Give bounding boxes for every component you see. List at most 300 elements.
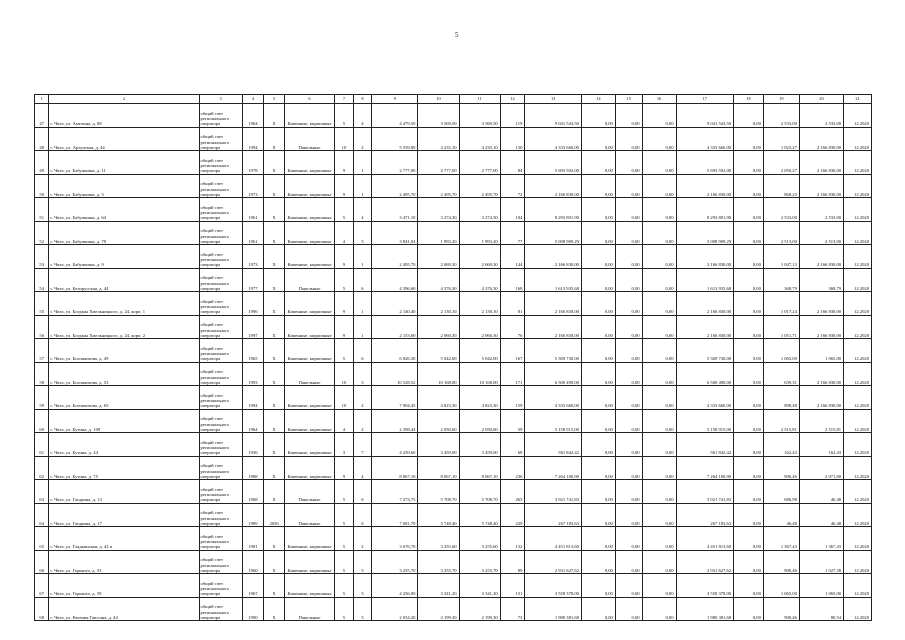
other-funds-cell: 0,00: [734, 433, 764, 457]
table-row: [35, 127, 872, 151]
entrances-cell: 1: [353, 292, 372, 316]
residential-area-cell: 5 708,70: [418, 480, 459, 504]
cost-per-sqm-cell: 1 017,24: [763, 292, 799, 316]
address-cell: г. Чита, ул. Богдана Хмельницкого, д. 24, корп. 2: [49, 315, 199, 339]
residential-area-cell: 2 060,30: [418, 315, 459, 339]
year-reconstruction-cell: Х: [264, 386, 285, 410]
residential-area-cell: 3 255,70: [418, 550, 459, 574]
floors-cell: 5: [335, 597, 354, 621]
max-cost-per-sqm-cell: 2 166 830,00: [799, 127, 843, 151]
address-cell: г. Чита, ул. Бутина, д. 44: [49, 433, 199, 457]
address-cell: г. Чита, ул. Бутина, д. 109: [49, 409, 199, 433]
total-cost-cell: 2 166 830,00: [525, 292, 582, 316]
total-cost-cell: 4 333 660,00: [525, 386, 582, 410]
local-funds-cell: 0,00: [642, 597, 676, 621]
year-built-cell: 1973: [242, 174, 264, 198]
total-area-cell: 10 528,52: [372, 362, 418, 386]
other-funds-cell: 0,00: [734, 174, 764, 198]
row-number-cell: 58: [35, 362, 49, 386]
other-funds-cell: 0,00: [734, 574, 764, 598]
cost-per-sqm-cell: 46,48: [763, 503, 799, 527]
residential-area-cell: 3 255,60: [418, 527, 459, 551]
completion-date-cell: 12.2020: [844, 315, 872, 339]
entrances-cell: 2: [353, 409, 372, 433]
row-number-cell: 59: [35, 386, 49, 410]
owned-area-cell: 4 235,10: [459, 127, 500, 151]
federal-funds-cell: 0,00: [581, 104, 615, 128]
owner-funds-cell: 1 980 381,68: [676, 597, 734, 621]
owned-area-cell: 10 168,00: [459, 362, 500, 386]
completion-date-cell: 12.2020: [844, 221, 872, 245]
regional-funds-cell: 0,00: [615, 292, 642, 316]
year-built-cell: 1996: [242, 292, 264, 316]
year-reconstruction-cell: 2036: [264, 503, 285, 527]
cost-per-sqm-cell: 1 065,00: [763, 339, 799, 363]
local-funds-cell: 0,00: [642, 104, 676, 128]
local-funds-cell: 0,00: [642, 198, 676, 222]
total-area-cell: 2 034,20: [372, 597, 418, 621]
cost-per-sqm-cell: 1 065,00: [763, 574, 799, 598]
regional-funds-cell: 0,00: [615, 550, 642, 574]
wall-material-cell: Панельные: [284, 362, 334, 386]
floors-cell: 5: [335, 574, 354, 598]
account-type-cell: общий счет регионального оператора: [199, 339, 242, 363]
year-reconstruction-cell: Х: [264, 315, 285, 339]
account-type-cell: общий счет регионального оператора: [199, 550, 242, 574]
residential-area-cell: 4 376,30: [418, 268, 459, 292]
total-area-cell: 7 681,70: [372, 503, 418, 527]
local-funds-cell: 0,00: [642, 550, 676, 574]
account-type-cell: общий счет регионального оператора: [199, 433, 242, 457]
residential-area-cell: 4 823,30: [418, 386, 459, 410]
table-row: [35, 597, 872, 621]
federal-funds-cell: 0,00: [581, 527, 615, 551]
owner-funds-cell: 7 264 100,90: [676, 456, 734, 480]
entrances-cell: 3: [353, 362, 372, 386]
other-funds-cell: 0,00: [734, 221, 764, 245]
cost-per-sqm-cell: 900,46: [763, 550, 799, 574]
owner-funds-cell: 4 333 660,00: [676, 127, 734, 151]
entrances-cell: 1: [353, 174, 372, 198]
completion-date-cell: 12.2020: [844, 503, 872, 527]
wall-material-cell: Каменные, кирпичные: [284, 574, 334, 598]
row-number-cell: 50: [35, 174, 49, 198]
entrances-cell: 6: [353, 480, 372, 504]
owned-area-cell: 2 495,70: [459, 174, 500, 198]
federal-funds-cell: 0,00: [581, 456, 615, 480]
other-funds-cell: 0,00: [734, 597, 764, 621]
year-reconstruction-cell: Х: [264, 198, 285, 222]
other-funds-cell: 0,00: [734, 550, 764, 574]
total-cost-cell: 3 921 741,83: [525, 480, 582, 504]
year-reconstruction-cell: Х: [264, 480, 285, 504]
regional-funds-cell: 0,00: [615, 198, 642, 222]
year-reconstruction-cell: Х: [264, 597, 285, 621]
row-number-cell: 64: [35, 503, 49, 527]
residential-area-cell: 2 495,70: [418, 174, 459, 198]
owned-area-cell: 1 993,20: [459, 221, 500, 245]
completion-date-cell: 12.2020: [844, 527, 872, 551]
local-funds-cell: 0,00: [642, 339, 676, 363]
regional-funds-cell: 0,00: [615, 151, 642, 175]
owned-area-cell: 3 459,00: [459, 433, 500, 457]
owner-funds-cell: 5 693 592,00: [676, 151, 734, 175]
total-area-cell: 2 398,44: [372, 409, 418, 433]
owner-funds-cell: 4 333 660,00: [676, 386, 734, 410]
address-cell: г. Чита, ул. Артунская, д. 44: [49, 127, 199, 151]
regional-funds-cell: 0,00: [615, 245, 642, 269]
owned-area-cell: 5 708,70: [459, 480, 500, 504]
address-cell: г. Чита, ул. Богдана Хмельницкого, д. 24, корп. 1: [49, 292, 199, 316]
entrances-cell: 1: [353, 315, 372, 339]
floors-cell: 9: [335, 245, 354, 269]
owned-area-cell: 2 060,30: [459, 315, 500, 339]
residents-cell: 168: [500, 268, 525, 292]
completion-date-cell: 12.2020: [844, 127, 872, 151]
total-cost-cell: 2 166 830,00: [525, 245, 582, 269]
residential-area-cell: 10 168,00: [418, 362, 459, 386]
max-cost-per-sqm-cell: 2 166 830,00: [799, 362, 843, 386]
address-cell: г. Чита, ул. Богомягкова, д. 49: [49, 339, 199, 363]
residents-cell: 72: [500, 174, 525, 198]
federal-funds-cell: 0,00: [581, 151, 615, 175]
federal-funds-cell: 0,00: [581, 339, 615, 363]
residents-cell: 159: [500, 386, 525, 410]
row-number-cell: 47: [35, 104, 49, 128]
regional-funds-cell: 0,00: [615, 339, 642, 363]
wall-material-cell: Панельные: [284, 127, 334, 151]
table-row: [35, 433, 872, 457]
column-number: 15: [615, 95, 642, 104]
entrances-cell: 2: [353, 386, 372, 410]
row-number-cell: 63: [35, 480, 49, 504]
table-row: [35, 339, 872, 363]
year-built-cell: 1994: [242, 386, 264, 410]
max-cost-per-sqm-cell: 2 515,81: [799, 409, 843, 433]
year-built-cell: 1988: [242, 456, 264, 480]
floors-cell: 5: [335, 503, 354, 527]
wall-material-cell: Каменные, кирпичные: [284, 315, 334, 339]
residents-cell: 68: [500, 433, 525, 457]
owner-funds-cell: 2 166 830,00: [676, 174, 734, 198]
year-built-cell: 1960: [242, 550, 264, 574]
owned-area-cell: 3 274,30: [459, 198, 500, 222]
cost-per-sqm-cell: 868,25: [763, 174, 799, 198]
residents-cell: 84: [500, 151, 525, 175]
floors-cell: 5: [335, 339, 354, 363]
year-reconstruction-cell: Х: [264, 151, 285, 175]
other-funds-cell: 0,00: [734, 339, 764, 363]
max-cost-per-sqm-cell: 162,43: [799, 433, 843, 457]
local-funds-cell: 0,00: [642, 362, 676, 386]
federal-funds-cell: 0,00: [581, 480, 615, 504]
federal-funds-cell: 0,00: [581, 409, 615, 433]
floors-cell: 10: [335, 127, 354, 151]
owned-area-cell: 2 130,10: [459, 292, 500, 316]
wall-material-cell: Каменные, кирпичные: [284, 527, 334, 551]
account-type-cell: общий счет регионального оператора: [199, 245, 242, 269]
address-cell: г. Чита, ул. Бабушкина, д. 9: [49, 245, 199, 269]
completion-date-cell: 12.2020: [844, 151, 872, 175]
owner-funds-cell: 5 008 909,29: [676, 221, 734, 245]
year-reconstruction-cell: Х: [264, 339, 285, 363]
table-row: [35, 292, 872, 316]
other-funds-cell: 0,00: [734, 480, 764, 504]
completion-date-cell: 12.2020: [844, 456, 872, 480]
table-row: [35, 174, 872, 198]
year-reconstruction-cell: Х: [264, 174, 285, 198]
residential-area-cell: 8 067,10: [418, 456, 459, 480]
residents-cell: 89: [500, 550, 525, 574]
row-number-cell: 66: [35, 550, 49, 574]
cost-per-sqm-cell: 900,46: [763, 456, 799, 480]
regional-funds-cell: 0,00: [615, 104, 642, 128]
completion-date-cell: 12.2020: [844, 174, 872, 198]
total-area-cell: 4 239,60: [372, 433, 418, 457]
max-cost-per-sqm-cell: 2 166 830,00: [799, 292, 843, 316]
floors-cell: 10: [335, 386, 354, 410]
address-cell: г. Чита, ул. Евгения Гаюсана, д. 44: [49, 597, 199, 621]
regional-funds-cell: 0,00: [615, 127, 642, 151]
wall-material-cell: Каменные, кирпичные: [284, 550, 334, 574]
cost-per-sqm-cell: 1 367,43: [763, 527, 799, 551]
completion-date-cell: 12.2020: [844, 480, 872, 504]
year-built-cell: 1973: [242, 245, 264, 269]
owned-area-cell: 3 341,20: [459, 574, 500, 598]
account-type-cell: общий счет регионального оператора: [199, 456, 242, 480]
other-funds-cell: 0,00: [734, 292, 764, 316]
row-number-cell: 53: [35, 245, 49, 269]
row-number-cell: 51: [35, 198, 49, 222]
entrances-cell: 4: [353, 104, 372, 128]
column-number: 7: [335, 95, 354, 104]
owner-funds-cell: 5 158 915,00: [676, 409, 734, 433]
address-cell: г. Чита, ул. Гагарина, д. 17: [49, 503, 199, 527]
completion-date-cell: 12.2020: [844, 104, 872, 128]
local-funds-cell: 0,00: [642, 245, 676, 269]
year-built-cell: 1977: [242, 268, 264, 292]
total-cost-cell: 1 980 381,68: [525, 597, 582, 621]
account-type-cell: общий счет регионального оператора: [199, 127, 242, 151]
local-funds-cell: 0,00: [642, 480, 676, 504]
owned-area-cell: 2 777,00: [459, 151, 500, 175]
account-type-cell: общий счет регионального оператора: [199, 198, 242, 222]
floors-cell: 4: [335, 221, 354, 245]
max-cost-per-sqm-cell: 80,54: [799, 597, 843, 621]
regional-funds-cell: 0,00: [615, 362, 642, 386]
floors-cell: 5: [335, 198, 354, 222]
owned-area-cell: 5 042,00: [459, 339, 500, 363]
owner-funds-cell: 2 166 830,00: [676, 292, 734, 316]
entrances-cell: 6: [353, 503, 372, 527]
local-funds-cell: 0,00: [642, 574, 676, 598]
row-number-cell: 55: [35, 292, 49, 316]
max-cost-per-sqm-cell: 368,79: [799, 268, 843, 292]
owner-funds-cell: 2 166 830,00: [676, 315, 734, 339]
federal-funds-cell: 0,00: [581, 386, 615, 410]
owner-funds-cell: 3 921 741,83: [676, 480, 734, 504]
address-cell: г. Чита, ул. Бабушкина, д. 64: [49, 198, 199, 222]
year-reconstruction-cell: Х: [264, 433, 285, 457]
table-row: [35, 409, 872, 433]
row-number-cell: 54: [35, 268, 49, 292]
residents-cell: 130: [500, 127, 525, 151]
residential-area-cell: 3 459,00: [418, 433, 459, 457]
table-row: [35, 550, 872, 574]
cost-per-sqm-cell: 1 023,27: [763, 127, 799, 151]
row-number-cell: 57: [35, 339, 49, 363]
residents-cell: 131: [500, 574, 525, 598]
cost-per-sqm-cell: 900,46: [763, 597, 799, 621]
completion-date-cell: 12.2020: [844, 386, 872, 410]
owned-area-cell: 2 050,60: [459, 409, 500, 433]
total-area-cell: 6 826,30: [372, 339, 418, 363]
address-cell: г. Чита, ул. Богомягкова, д. 65: [49, 386, 199, 410]
total-cost-cell: 2 166 830,00: [525, 174, 582, 198]
table-row: [35, 245, 872, 269]
wall-material-cell: Каменные, кирпичные: [284, 174, 334, 198]
cost-per-sqm-cell: 1 051,71: [763, 315, 799, 339]
regional-funds-cell: 0,00: [615, 597, 642, 621]
federal-funds-cell: 0,00: [581, 503, 615, 527]
total-area-cell: 3 471,10: [372, 198, 418, 222]
floors-cell: 9: [335, 315, 354, 339]
owned-area-cell: 2 199,30: [459, 597, 500, 621]
max-cost-per-sqm-cell: 2 166 830,00: [799, 174, 843, 198]
column-number: 18: [734, 95, 764, 104]
floors-cell: 5: [335, 268, 354, 292]
owner-funds-cell: 3 558 378,00: [676, 574, 734, 598]
owned-area-cell: 3 255,60: [459, 527, 500, 551]
total-area-cell: 3 255,70: [372, 550, 418, 574]
total-area-cell: 7 273,75: [372, 480, 418, 504]
address-cell: г. Чита, ул. Богомягкова, д. 53: [49, 362, 199, 386]
entrances-cell: 1: [353, 151, 372, 175]
regional-funds-cell: 0,00: [615, 433, 642, 457]
column-number: 6: [284, 95, 334, 104]
local-funds-cell: 0,00: [642, 221, 676, 245]
residents-cell: 76: [500, 315, 525, 339]
residential-area-cell: 3 569,50: [418, 104, 459, 128]
column-number: 1: [35, 95, 49, 104]
year-reconstruction-cell: Х: [264, 104, 285, 128]
owner-funds-cell: 2 166 830,00: [676, 245, 734, 269]
address-cell: г. Чита, ул. Горького, д. 59: [49, 574, 199, 598]
total-area-cell: 3 676,70: [372, 527, 418, 551]
year-reconstruction-cell: Х: [264, 127, 285, 151]
federal-funds-cell: 0,00: [581, 597, 615, 621]
account-type-cell: общий счет регионального оператора: [199, 315, 242, 339]
federal-funds-cell: 0,00: [581, 268, 615, 292]
row-number-cell: 68: [35, 597, 49, 621]
total-cost-cell: 267 183,63: [525, 503, 582, 527]
account-type-cell: общий счет регионального оператора: [199, 386, 242, 410]
owned-area-cell: 5 748,40: [459, 503, 500, 527]
year-reconstruction-cell: Х: [264, 409, 285, 433]
column-number: 12: [500, 95, 525, 104]
residential-area-cell: 1 993,20: [418, 221, 459, 245]
other-funds-cell: 0,00: [734, 245, 764, 269]
entrances-cell: 4: [353, 456, 372, 480]
address-cell: г. Чита, ул. Бабушкина, д. 11: [49, 151, 199, 175]
account-type-cell: общий счет регионального оператора: [199, 503, 242, 527]
table-row: [35, 456, 872, 480]
max-cost-per-sqm-cell: 46,48: [799, 503, 843, 527]
residential-area-cell: 2 777,00: [418, 151, 459, 175]
wall-material-cell: Каменные, кирпичные: [284, 221, 334, 245]
table-row: [35, 104, 872, 128]
entrances-cell: 1: [353, 245, 372, 269]
total-cost-cell: 9 041 543,50: [525, 104, 582, 128]
total-cost-cell: 7 264 100,90: [525, 456, 582, 480]
floors-cell: 9: [335, 151, 354, 175]
residents-cell: 236: [500, 456, 525, 480]
regional-funds-cell: 0,00: [615, 480, 642, 504]
wall-material-cell: Каменные, кирпичные: [284, 198, 334, 222]
local-funds-cell: 0,00: [642, 315, 676, 339]
entrances-cell: 6: [353, 268, 372, 292]
table-row: [35, 315, 872, 339]
floors-cell: 5: [335, 527, 354, 551]
total-area-cell: 4 396,60: [372, 268, 418, 292]
residents-cell: 229: [500, 503, 525, 527]
floors-cell: 9: [335, 174, 354, 198]
table-row: [35, 480, 872, 504]
row-number-cell: 62: [35, 456, 49, 480]
floors-cell: 9: [335, 456, 354, 480]
year-built-cell: 1936: [242, 433, 264, 457]
completion-date-cell: 12.2020: [844, 362, 872, 386]
other-funds-cell: 0,00: [734, 362, 764, 386]
entrances-cell: 3: [353, 574, 372, 598]
other-funds-cell: 0,00: [734, 456, 764, 480]
cost-per-sqm-cell: 2 533,00: [763, 104, 799, 128]
owner-funds-cell: 6 500 490,00: [676, 362, 734, 386]
residential-area-cell: 2 130,10: [418, 292, 459, 316]
owner-funds-cell: 5 369 730,00: [676, 339, 734, 363]
account-type-cell: общий счет регионального оператора: [199, 174, 242, 198]
federal-funds-cell: 0,00: [581, 245, 615, 269]
owned-area-cell: 4 376,30: [459, 268, 500, 292]
federal-funds-cell: 0,00: [581, 174, 615, 198]
regional-funds-cell: 0,00: [615, 221, 642, 245]
total-cost-cell: 5 158 915,00: [525, 409, 582, 433]
residents-cell: 77: [500, 221, 525, 245]
total-cost-cell: 2 931 627,62: [525, 550, 582, 574]
residents-cell: 104: [500, 198, 525, 222]
cost-per-sqm-cell: 2 513,00: [763, 221, 799, 245]
column-number: 11: [459, 95, 500, 104]
address-cell: г. Чита, ул. Белорусская, д. 44: [49, 268, 199, 292]
residents-cell: 81: [500, 292, 525, 316]
address-cell: г. Чита, ул. Гагарина, д. 13: [49, 480, 199, 504]
year-reconstruction-cell: Х: [264, 574, 285, 598]
residential-area-cell: 4 235,10: [418, 127, 459, 151]
residential-area-cell: 2 050,60: [418, 409, 459, 433]
row-number-cell: 65: [35, 527, 49, 551]
year-reconstruction-cell: Х: [264, 292, 285, 316]
owned-area-cell: 3 255,70: [459, 550, 500, 574]
local-funds-cell: 0,00: [642, 503, 676, 527]
completion-date-cell: 12.2020: [844, 409, 872, 433]
account-type-cell: общий счет регионального оператора: [199, 409, 242, 433]
year-reconstruction-cell: Х: [264, 456, 285, 480]
residential-area-cell: 3 341,20: [418, 574, 459, 598]
total-area-cell: 4 479,50: [372, 104, 418, 128]
owner-funds-cell: 9 041 543,50: [676, 104, 734, 128]
row-number-cell: 67: [35, 574, 49, 598]
max-cost-per-sqm-cell: 1 367,43: [799, 527, 843, 551]
